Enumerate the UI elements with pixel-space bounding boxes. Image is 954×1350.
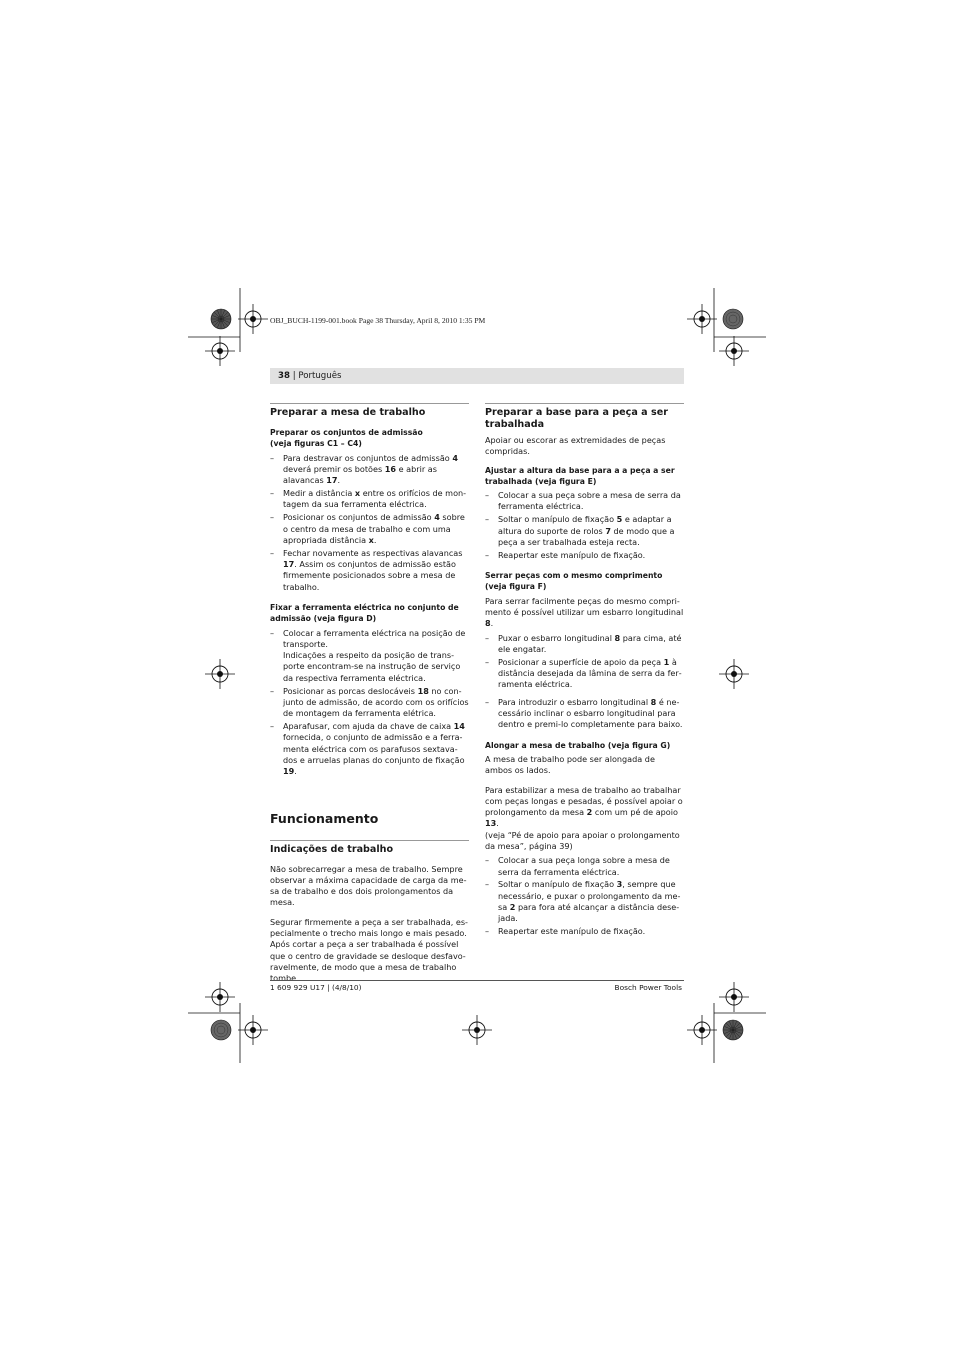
header-language: Português — [298, 371, 342, 381]
section-title-funcionamento: Funcionamento — [270, 810, 379, 826]
list-item: – Soltar o manípulo de fixação 3, sempre que necessário, e puxar o prolongamento da mesa 2 para fora até alcançar a distância desejada. — [485, 879, 684, 924]
paragraph-serrar: Para serrar facilmente peças do mesmo comprimento é possível utilizar um esbarro longitudinal 8. — [485, 595, 684, 629]
list-item: – Posicionar as porcas deslocáveis 18 no conjunto de admissão, de acordo com os orifícios de montagem da ferramenta elétrica. — [270, 686, 469, 720]
list-item: – Posicionar a superfície de apoio da peça 1 à distância desejada da lâmina de serra da ferramenta eléctrica. — [485, 657, 684, 691]
book-info-line: OBJ_BUCH-1199-001.book Page 38 Thursday, April 8, 2010 1:35 PM — [270, 316, 486, 325]
paragraph-sobrecarga: Não sobrecarregar a mesa de trabalho. Sempre observar a máxima capacidade de carga da mesa de trabalho e dos dois prolongamentos da mesa. — [270, 863, 467, 908]
list-item: – Para introduzir o esbarro longitudinal 8 é necessário inclinar o esbarro longitudinal para dentro e premi-lo completamente para baixo. — [485, 697, 684, 731]
paragraph-alongar-ref: (veja “Pé de apoio para apoiar o prolongamento da mesa”, página 39) — [485, 829, 680, 851]
page-number: 38 — [278, 371, 290, 381]
page-footer — [270, 980, 684, 993]
heading-preparar-mesa: Preparar a mesa de trabalho — [270, 403, 469, 419]
list-item: – Fechar novamente as respectivas alavancas 17. Assim os conjuntos de admissão estão firmemente posicionados sobre a mesa de trabalho. — [270, 548, 469, 593]
list-admissao — [270, 453, 469, 593]
heading-preparar-base: Preparar a base para a peça a ser trabalhada — [485, 403, 684, 431]
list-item: – Colocar a sua peça sobre a mesa de serra da ferramenta eléctrica. — [485, 490, 684, 513]
list-alongar — [485, 855, 684, 937]
paragraph-alongar-2: Para estabilizar a mesa de trabalho ao trabalhar com peças longas e pesadas, é possível apoiar o prolongamento da mesa 2 com um pé de apoio 13. — [485, 784, 683, 829]
paragraph-apoiar: Apoiar ou escorar as extremidades de peças compridas. — [485, 435, 666, 457]
header-separator: | — [289, 371, 299, 381]
list-altura — [485, 490, 684, 561]
list-item: – Posicionar os conjuntos de admissão 4 sobre o centro da mesa de trabalho e com uma apropriada distância x. — [270, 512, 469, 546]
list-item: – Reapertar este manípulo de fixação. — [485, 926, 684, 937]
page-header-bar — [270, 368, 684, 384]
paragraph-alongar-1: A mesa de trabalho pode ser alongada de ambos os lados. — [485, 753, 655, 776]
list-item: – Puxar o esbarro longitudinal 8 para cima, até ele engatar. — [485, 633, 684, 656]
list-item: – Reapertar este manípulo de fixação. — [485, 550, 684, 561]
subheading-alongar-mesa: Alongar a mesa de trabalho (veja figura G) — [485, 740, 671, 750]
list-item: – Colocar a ferramenta eléctrica na posição de transporte. Indicações a respeito da posição de transporte encontram-se na instrução de serviço da respectiva ferramenta eléctrica. — [270, 628, 469, 684]
list-item: – Colocar a sua peça longa sobre a mesa de serra da ferramenta eléctrica. — [485, 855, 684, 878]
list-fixar — [270, 628, 469, 778]
list-item: – Soltar o manípulo de fixação 5 e adaptar a altura do suporte de rolos 7 de modo que a peça a ser trabalhada esteja recta. — [485, 514, 684, 548]
list-item: – Aparafusar, com ajuda da chave de caixa 14 fornecida, o conjunto de admissão e a ferramenta eléctrica com os parafusos sextavados e arruelas planas do conjunto de fixação 19. — [270, 721, 469, 777]
subheading-conjuntos-admissao: Preparar os conjuntos de admissão (veja figuras C1 – C4) — [270, 428, 423, 449]
heading-indicacoes-trabalho: Indicações de trabalho — [270, 840, 469, 856]
subheading-serrar-pecas: Serrar peças com o mesmo comprimento (veja figura F) — [485, 571, 663, 592]
right-column — [485, 403, 684, 947]
subheading-ajustar-altura: Ajustar a altura da base para a a peça a ser trabalhada (veja figura E) — [485, 465, 675, 486]
list-item: – Para destravar os conjuntos de admissão 4 deverá premir os botões 16 e abrir as alavancas 17. — [270, 453, 469, 487]
subheading-fixar-ferramenta: Fixar a ferramenta eléctrica no conjunto de admissão (veja figura D) — [270, 602, 459, 624]
paragraph-segurar: Segurar firmemente a peça a ser trabalhada, especialmente o trecho mais longo e mais pesado. Após cortar a peça a ser trabalhada é possível que o centro de gravidade se desloque desfavoravelmente, de modo que a mesa de trabalho tombe. — [270, 916, 468, 984]
list-item: – Medir a distância x entre os orifícios de montagem da sua ferramenta eléctrica. — [270, 488, 469, 511]
left-column — [270, 403, 469, 988]
footer-doc-code: 1 609 929 U17 | (4/8/10) — [270, 983, 362, 992]
footer-brand: Bosch Power Tools — [614, 983, 682, 992]
list-serrar — [485, 633, 684, 731]
